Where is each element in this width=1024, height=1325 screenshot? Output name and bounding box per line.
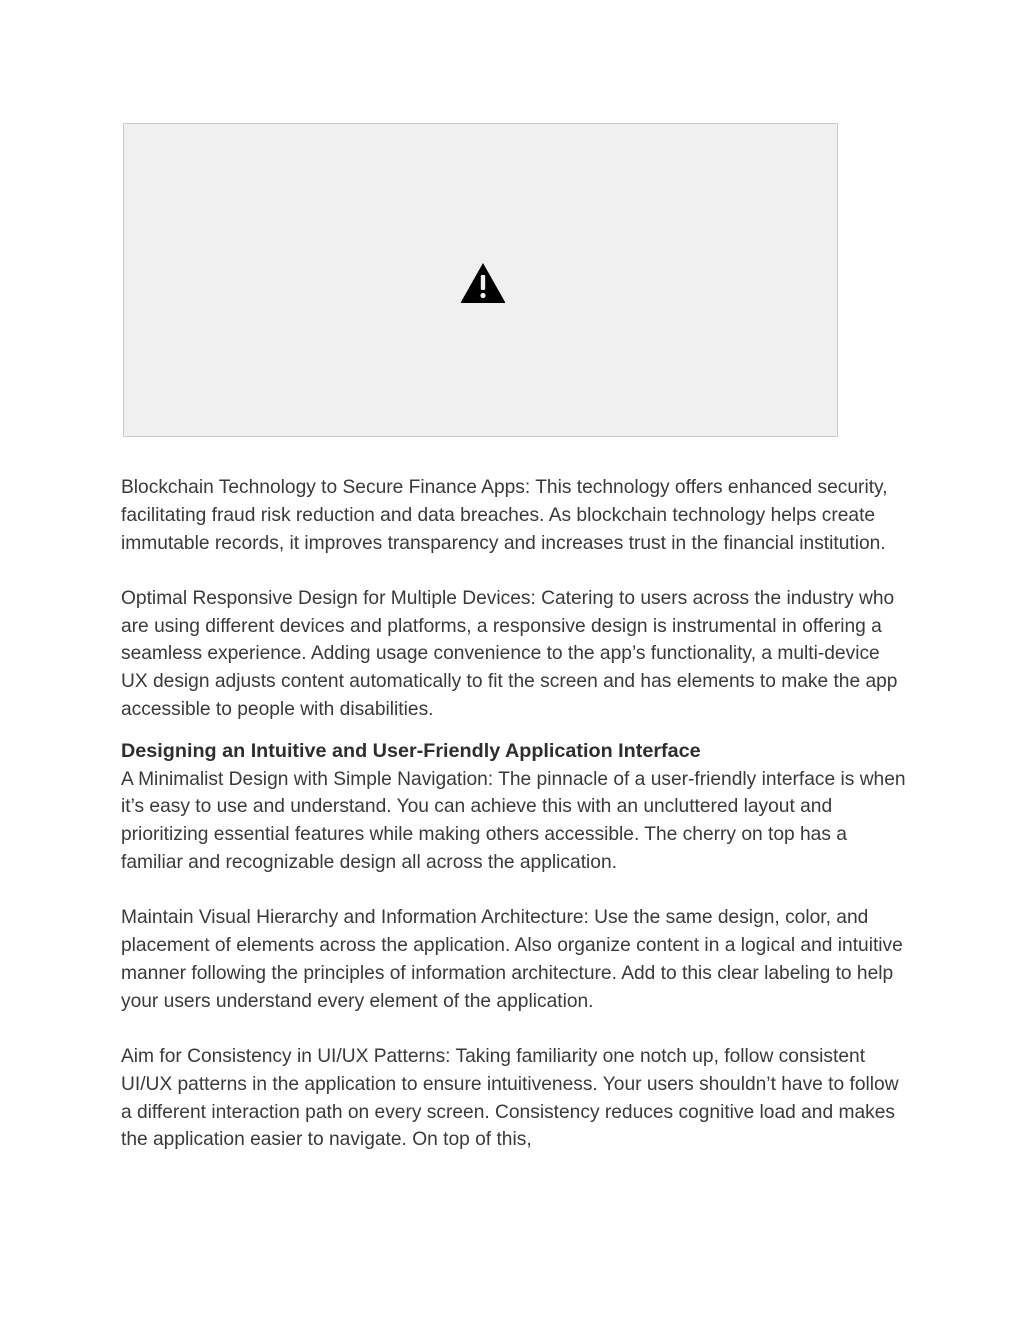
paragraph-visual-hierarchy: Maintain Visual Hierarchy and Information Architecture: Use the same design, color, and placement of elements across the application. Also organize content in a logical and intuitive manner following the principles of information architecture. Add to this clear labeling to help your users understand every element of the application.: [121, 907, 903, 1012]
paragraph-blockchain: Blockchain Technology to Secure Finance Apps: This technology offers enhanced security, facilitating fraud risk reduction and data breaches. As blockchain technology helps create immutable records, it improves transparency and increases trust in the financial institution.: [121, 477, 888, 554]
paragraph-minimalist-design: A Minimalist Design with Simple Navigation: The pinnacle of a user-friendly interface is when it’s easy to use and understand. You can achieve this with an uncluttered layout and prioritizing essential features while making others accessible. The cherry on top has a familiar and recognizable design all across the application.: [121, 768, 906, 874]
broken-image-placeholder: [123, 123, 838, 437]
paragraph-consistency: Aim for Consistency in UI/UX Patterns: Taking familiarity one notch up, follow consistent UI/UX patterns in the application to ensure intuitiveness. Your users shouldn’t have to follow a different interaction path on every screen. Consistency reduces cognitive load and makes the application easier to navigate. On top of this,: [121, 1046, 899, 1151]
paragraph-responsive-design: Optimal Responsive Design for Multiple Devices: Catering to users across the industry who are using different devices and platforms, a responsive design is instrumental in offering a seamless experience. Adding usage convenience to the app’s functionality, a multi-device UX design adjusts content automatically to fit the screen and has elements to make the app accessible to people with disabilities.: [121, 587, 898, 721]
section-heading: Designing an Intuitive and User-Friendly Application Interface: [121, 739, 701, 762]
warning-icon: [460, 262, 506, 304]
article-body: [121, 474, 911, 1182]
